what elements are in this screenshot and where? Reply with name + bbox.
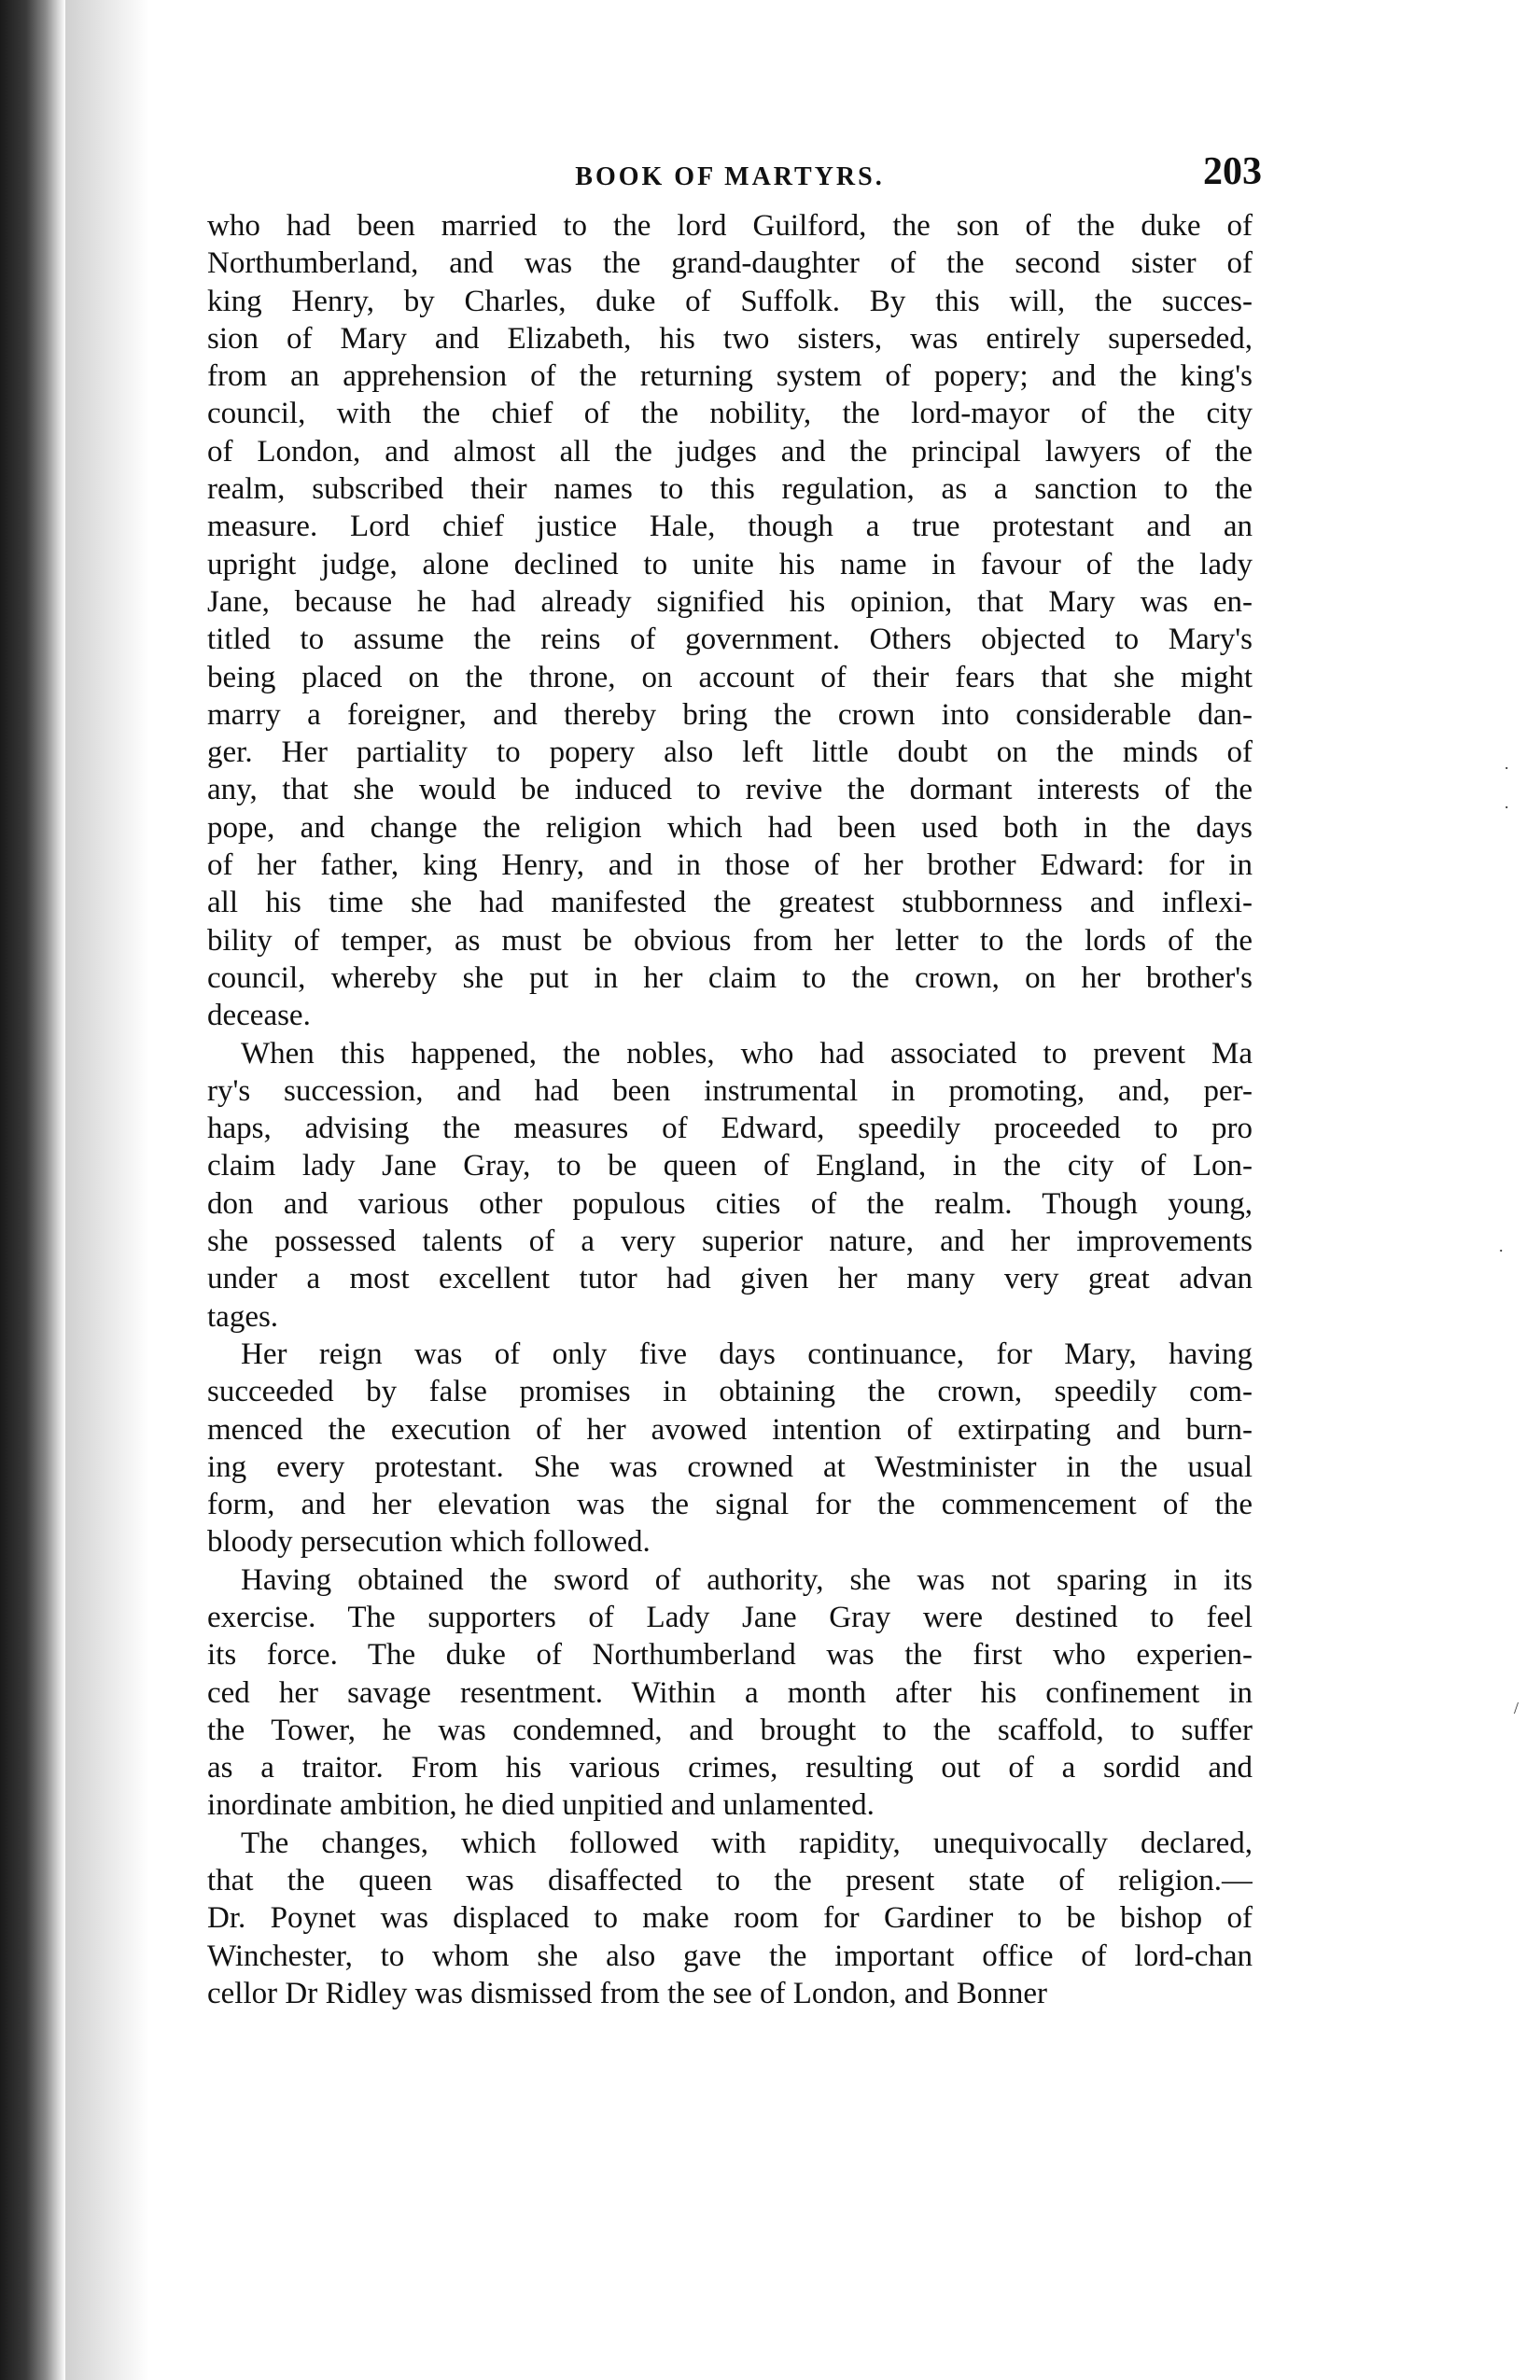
text-line: don and various other populous cities of the realm. Though young, — [207, 1186, 1253, 1221]
text-line: measure. Lord chief justice Hale, though a true protestant and an — [207, 510, 1253, 544]
text-line: Dr. Poynet was displaced to make room for Gardiner to be bishop of — [207, 1901, 1253, 1936]
text-line: tages. — [207, 1299, 279, 1334]
page-number: 203 — [1203, 150, 1262, 193]
text-line: of her father, king Henry, and in those of her brother Edward: for in — [207, 848, 1253, 883]
text-line: haps, advising the measures of Edward, speedily proceeded to pro — [207, 1112, 1253, 1146]
text-line: ced her savage resentment. Within a month after his confinement in — [207, 1675, 1253, 1710]
text-line: council, with the chief of the nobility, the lord-mayor of the city — [207, 397, 1253, 431]
text-line: the Tower, he was condemned, and brought to the scaffold, to suffer — [207, 1713, 1253, 1747]
text-line: pope, and change the religion which had been used both in the days — [207, 810, 1253, 845]
text-line: from an apprehension of the returning system of popery; and the king's — [207, 359, 1253, 394]
text-line: The changes, which followed with rapidity, unequivocally declared, — [241, 1826, 1253, 1860]
text-line: sion of Mary and Elizabeth, his two sisters, was entirely superseded, — [207, 321, 1253, 356]
text-line: titled to assume the reins of government. Others objected to Mary's — [207, 623, 1253, 657]
body-text — [207, 207, 1253, 2012]
text-line: When this happened, the nobles, who had associated to prevent Ma — [241, 1036, 1253, 1071]
text-line: she possessed talents of a very superior nature, and her improvements — [207, 1225, 1253, 1259]
text-line: cellor Dr Ridley was dismissed from the see of London, and Bonner — [207, 1976, 1047, 2010]
text-line: Northumberland, and was the grand-daughter of the second sister of — [207, 246, 1253, 281]
text-line: council, whereby she put in her claim to the crown, on her brother's — [207, 960, 1253, 995]
text-line: Her reign was of only five days continuance, for Mary, having — [241, 1337, 1253, 1371]
text-line: of London, and almost all the judges and the principal lawyers of the — [207, 434, 1253, 469]
running-title: BOOK OF MARTYRS. — [575, 162, 885, 191]
text-line: bility of temper, as must be obvious from her letter to the lords of the — [207, 923, 1253, 958]
text-line: form, and her elevation was the signal for the commencement of the — [207, 1488, 1253, 1522]
running-head — [207, 149, 1262, 207]
text-line: king Henry, by Charles, duke of Suffolk. By this will, the succes- — [207, 284, 1253, 318]
margin-mark: / — [1514, 1699, 1519, 1717]
text-line: its force. The duke of Northumberland was the first who experien- — [207, 1638, 1253, 1673]
text-line: exercise. The supporters of Lady Jane Gray were destined to feel — [207, 1600, 1253, 1634]
text-line: upright judge, alone declined to unite his name in favour of the lady — [207, 547, 1253, 581]
book-page — [207, 149, 1262, 2012]
margin-mark: . — [1505, 793, 1509, 812]
text-line: realm, subscribed their names to this regulation, as a sanction to the — [207, 472, 1253, 507]
text-line: inordinate ambition, he died unpitied and unlamented. — [207, 1788, 875, 1823]
text-line: being placed on the throne, on account of their fears that she might — [207, 660, 1253, 694]
text-line: who had been married to the lord Guilford, the son of the duke of — [207, 209, 1253, 243]
text-line: Winchester, to whom she also gave the important office of lord-chan — [207, 1939, 1253, 1973]
text-line: as a traitor. From his various crimes, resulting out of a sordid and — [207, 1751, 1253, 1785]
gutter-shadow — [65, 0, 149, 2380]
margin-mark: . — [1499, 1237, 1504, 1255]
text-line: marry a foreigner, and thereby bring the crown into considerable dan- — [207, 697, 1253, 732]
margin-mark: . — [1505, 754, 1509, 773]
text-line: claim lady Jane Gray, to be queen of England, in the city of Lon- — [207, 1149, 1253, 1183]
text-line: ing every protestant. She was crowned at Westminister in the usual — [207, 1449, 1253, 1484]
text-line: succeeded by false promises in obtaining the crown, speedily com- — [207, 1375, 1253, 1409]
text-line: any, that she would be induced to revive the dormant interests of the — [207, 773, 1253, 807]
text-line: ger. Her partiality to popery also left little doubt on the minds of — [207, 735, 1253, 770]
text-line: that the queen was disaffected to the present state of religion.— — [207, 1864, 1253, 1898]
book-spine-shadow — [0, 0, 65, 2380]
text-line: all his time she had manifested the greatest stubbornness and inflexi- — [207, 886, 1253, 920]
text-line: decease. — [207, 999, 311, 1033]
text-line: Having obtained the sword of authority, she was not sparing in its — [241, 1562, 1253, 1597]
text-line: Jane, because he had already signified his opinion, that Mary was en- — [207, 584, 1253, 619]
text-line: ry's succession, and had been instrumental in promoting, and, per- — [207, 1073, 1253, 1108]
text-line: menced the execution of her avowed intention of extirpating and burn- — [207, 1412, 1253, 1447]
text-line: bloody persecution which followed. — [207, 1525, 651, 1560]
text-line: under a most excellent tutor had given her many very great advan — [207, 1262, 1253, 1296]
